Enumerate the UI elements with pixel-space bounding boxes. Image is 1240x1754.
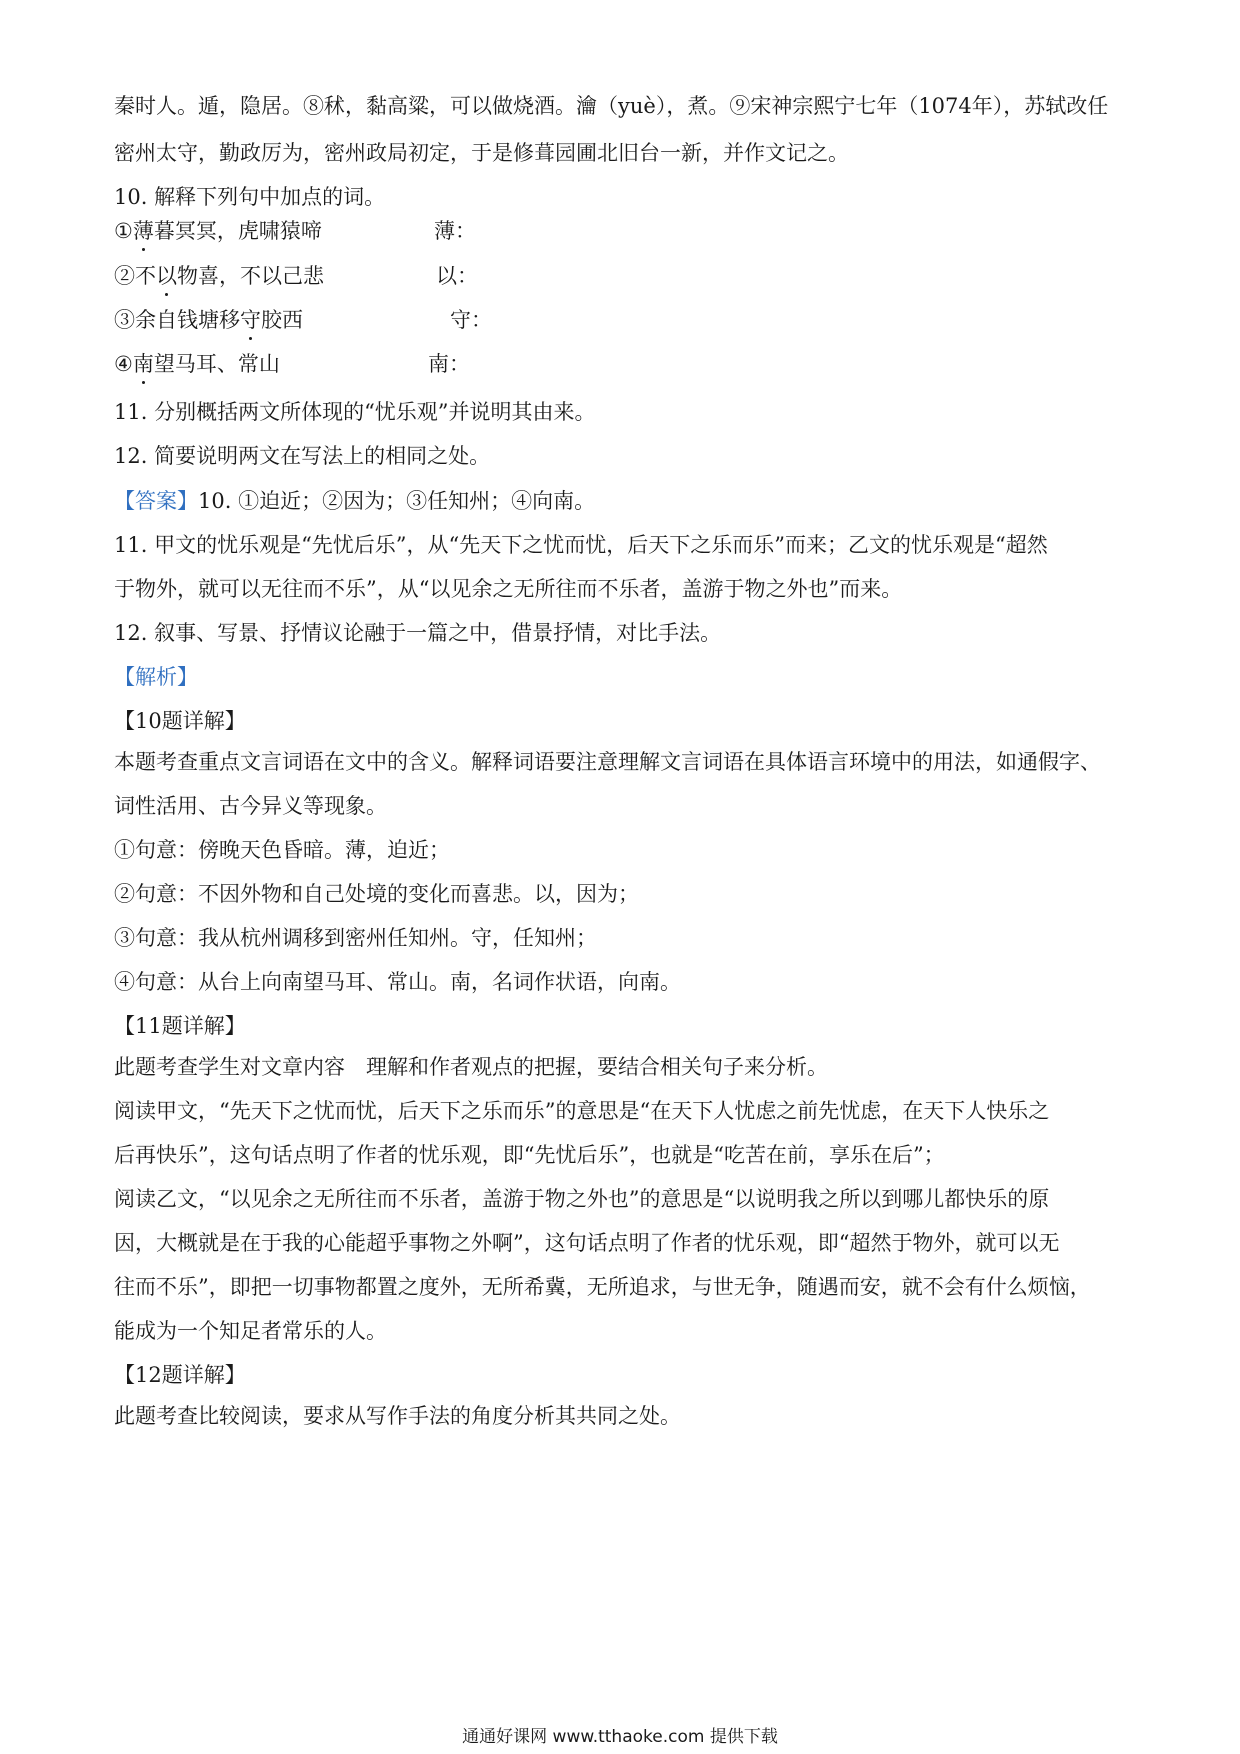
q10-item-4: ④南望马耳、常山 南：	[114, 349, 1134, 379]
intro-line-1: 秦时人。遁，隐居。⑧秫，黏高粱，可以做烧酒。瀹（yuè），煮。⑨宋神宗熙宁七年（1074年），苏轼改任	[114, 94, 1109, 118]
dotted-word: 守	[240, 305, 261, 335]
detail-12-line: 此题考查比较阅读，要求从写作手法的角度分析其共同之处。	[114, 1404, 681, 1428]
answer-12: 12. 叙事、写景、抒情议论融于一篇之中，借景抒情，对比手法。	[114, 621, 722, 645]
question-12: 12. 简要说明两文在写法上的相同之处。	[114, 444, 491, 468]
detail-10-item: ②句意：不因外物和自己处境的变化而喜悲。以，因为；	[114, 882, 639, 906]
detail-10-title: 【10题详解】	[114, 709, 246, 733]
answer-line	[114, 486, 1134, 516]
q10-item-3: ③余自钱塘移守胶西 守：	[114, 305, 1134, 335]
answer-11-line-1: 11. 甲文的忧乐观是“先忧后乐”，从“先天下之忧而忧，后天下之乐而乐”而来；乙文的忧乐观是“超然	[114, 533, 1048, 557]
detail-11-line: 此题考查学生对文章内容 理解和作者观点的把握，要结合相关句子来分析。	[114, 1055, 828, 1079]
answer-label: 【答案】	[114, 489, 198, 513]
blank-label: 守：	[450, 308, 492, 332]
detail-11-title: 【11题详解】	[114, 1014, 246, 1038]
analysis-label: 【解析】	[114, 665, 198, 689]
detail-11-line: 能成为一个知足者常乐的人。	[114, 1319, 387, 1343]
q10-item-1: ①薄暮冥冥，虎啸猿啼 薄：	[114, 216, 1134, 246]
detail-10-item: ①句意：傍晚天色昏暗。薄，迫近；	[114, 838, 450, 862]
intro-line-2: 密州太守，勤政厉为，密州政局初定，于是修葺园圃北旧台一新，并作文记之。	[114, 141, 849, 165]
detail-12-title: 【12题详解】	[114, 1363, 246, 1387]
blank-label: 南：	[428, 352, 470, 376]
detail-11-line: 往而不乐”，即把一切事物都置之度外，无所希冀，无所追求，与世无争，随遇而安，就不会有什么烦恼，	[114, 1275, 1091, 1299]
question-11: 11. 分别概括两文所体现的“忧乐观”并说明其由来。	[114, 400, 596, 424]
dotted-word: 以	[156, 261, 177, 291]
question-10-title: 10. 解释下列句中加点的词。	[114, 185, 386, 209]
dotted-word: 薄	[133, 216, 154, 246]
blank-label: 薄：	[434, 219, 476, 243]
dotted-word: 南	[133, 349, 154, 379]
footer-watermark: 通通好课网 www.tthaoke.com 提供下载	[462, 1727, 778, 1747]
detail-11-line: 因，大概就是在于我的心能超乎事物之外啊”，这句话点明了作者的忧乐观，即“超然于物外，就可以无	[114, 1231, 1060, 1255]
detail-10-line-2: 词性活用、古今异义等现象。	[114, 794, 387, 818]
q10-item-2: ②不以物喜，不以己悲 以：	[114, 261, 1134, 291]
blank-label: 以：	[436, 264, 478, 288]
detail-11-line: 阅读乙文，“以见余之无所往而不乐者，盖游于物之外也”的意思是“以说明我之所以到哪儿都快乐的原	[114, 1187, 1050, 1211]
detail-10-line-1: 本题考查重点文言词语在文中的含义。解释词语要注意理解文言词语在具体语言环境中的用法，如通假字、	[114, 750, 1101, 774]
detail-11-line: 后再快乐”，这句话点明了作者的忧乐观，即“先忧后乐”，也就是“吃苦在前，享乐在后”；	[114, 1143, 945, 1167]
detail-10-item: ④句意：从台上向南望马耳、常山。南，名词作状语，向南。	[114, 970, 681, 994]
detail-11-line: 阅读甲文，“先天下之忧而忧，后天下之乐而乐”的意思是“在天下人忧虑之前先忧虑，在天下人快乐之	[114, 1099, 1050, 1123]
answer-11-line-2: 于物外，就可以无往而不乐”，从“以见余之无所往而不乐者，盖游于物之外也”而来。	[114, 577, 903, 601]
answer-10: 10. ①迫近；②因为；③任知州；④向南。	[198, 489, 596, 513]
detail-10-item: ③句意：我从杭州调移到密州任知州。守，任知州；	[114, 926, 597, 950]
